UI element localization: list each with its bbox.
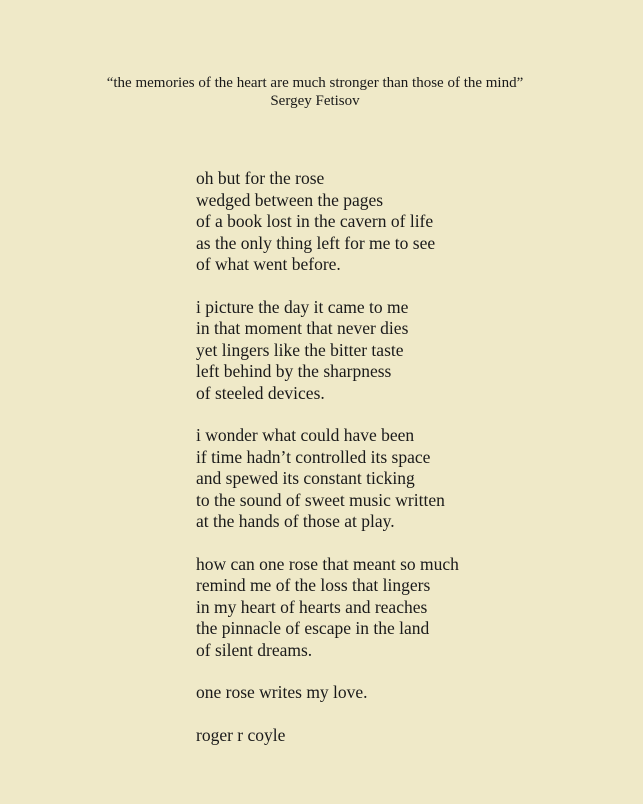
poem-line: at the hands of those at play. [196, 511, 395, 531]
signature-text: roger r coyle [196, 724, 286, 745]
poem-signature [196, 725, 459, 747]
epigraph-author: Sergey Fetisov [270, 93, 360, 109]
poem-line: how can one rose that meant so much [196, 553, 459, 574]
poem-line: in that moment that never dies [196, 318, 409, 338]
poem-line: of silent dreams. [196, 639, 313, 660]
poem-line: if time hadn’t controlled its space [196, 446, 431, 467]
poem-line: oh but for the rose [196, 168, 325, 188]
epigraph [0, 74, 630, 110]
poem-line: in my heart of hearts and reaches [196, 596, 428, 617]
poem-line: to the sound of sweet music written [196, 489, 445, 510]
poem-line: of steeled devices. [196, 382, 325, 403]
poem-line: wedged between the pages [196, 189, 384, 210]
epigraph-quote: “the memories of the heart are much stronger than those of the mind” [106, 75, 524, 91]
poem-line: i wonder what could have been [196, 425, 415, 445]
poem-line: as the only thing left for me to see [196, 232, 436, 253]
poem-line: one rose writes my love. [196, 682, 368, 702]
poem-line: and spewed its constant ticking [196, 468, 415, 488]
poem-line: left behind by the sharpness [196, 361, 392, 381]
stanza-4 [196, 554, 459, 662]
stanza-3 [196, 425, 459, 533]
poem-line: the pinnacle of escape in the land [196, 618, 430, 638]
stanza-2 [196, 297, 459, 405]
poem-line: remind me of the loss that lingers [196, 575, 431, 595]
poem-body [196, 168, 459, 746]
stanza-1 [196, 168, 459, 276]
stanza-5 [196, 682, 459, 704]
poem-line: yet lingers like the bitter taste [196, 339, 404, 360]
poem-line: i picture the day it came to me [196, 296, 409, 317]
poem-line: of what went before. [196, 254, 341, 274]
poem-line: of a book lost in the cavern of life [196, 211, 434, 231]
